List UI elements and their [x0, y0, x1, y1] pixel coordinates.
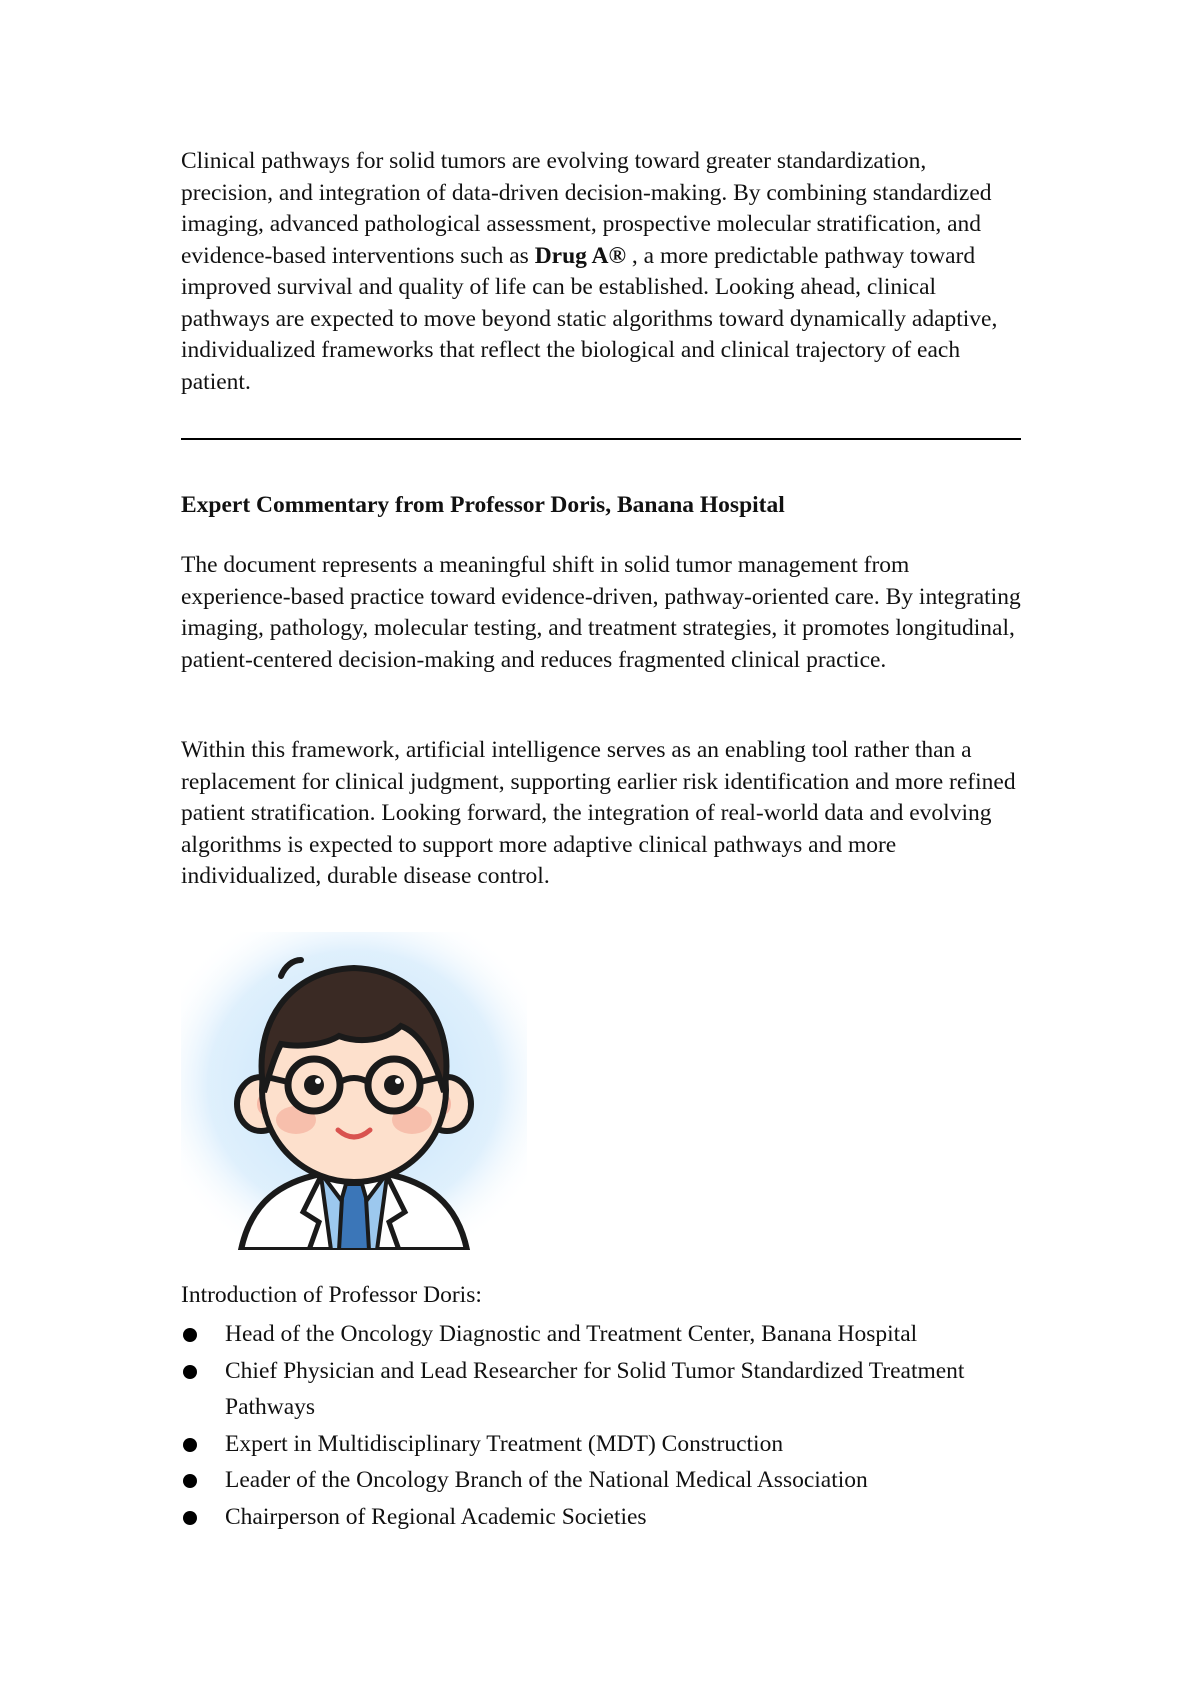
doctor-avatar-icon — [181, 932, 527, 1250]
section-divider — [181, 438, 1021, 440]
bio-list — [181, 1316, 1021, 1535]
bio-item-text: Chief Physician and Lead Researcher for Solid Tumor Standardized Treatment Pathways — [225, 1357, 965, 1420]
bullet-icon — [183, 1365, 197, 1379]
intro-text-after: , a more predictable pathway toward improved survival and quality of life can be established. Looking ahead, clinical pathways are expected to move beyond static algorithms toward dynamically adaptive, individualized frameworks that reflect the biological and clinical trajectory of each patient. — [181, 242, 998, 395]
commentary-paragraph: The document represents a meaningful shift in solid tumor management from experience-based practice toward evidence-driven, pathway-oriented care. By integrating imaging, pathology, molecular testing, and treatment strategies, it promotes longitudinal, patient-centered decision-making and reduces fragmented clinical practice. — [181, 552, 1021, 673]
bullet-icon — [183, 1474, 197, 1488]
bio-item-text: Chairperson of Regional Academic Societies — [225, 1503, 647, 1530]
bio-item-text: Head of the Oncology Diagnostic and Treatment Center, Banana Hospital — [225, 1321, 918, 1347]
bullet-icon — [183, 1511, 197, 1525]
commentary-heading: Expert Commentary from Professor Doris, Banana Hospital — [181, 492, 785, 518]
bio-item-text: Leader of the Oncology Branch of the National Medical Association — [225, 1467, 868, 1493]
list-item — [181, 1462, 1021, 1499]
bio-item-text: Expert in Multidisciplinary Treatment (MDT) Construction — [225, 1430, 784, 1457]
list-item — [181, 1316, 1021, 1353]
list-item — [181, 1426, 1021, 1463]
list-item — [181, 1499, 1021, 1536]
intro-text-before: Clinical pathways for solid tumors are evolving toward greater standardization, precision, and integration of data-driven decision-making. By combining standardized imaging, advanced pathological assessment, prospective molecular stratification, and evidence-based interventions such as — [181, 148, 992, 269]
commentary-paragraph: Within this framework, artificial intelligence serves as an enabling tool rather than a replacement for clinical judgment, supporting earlier risk identification and more refined patient stratification. Looking forward, the integration of real-world data and evolving algorithms is expected to support more adaptive clinical pathways and more individualized, durable disease control. — [181, 737, 1016, 889]
list-item — [181, 1353, 1021, 1426]
bio-title: Introduction of Professor Doris: — [181, 1282, 482, 1308]
bullet-icon — [183, 1328, 197, 1342]
bullet-icon — [183, 1438, 197, 1452]
intro-paragraph — [181, 146, 1021, 398]
drug-name: Drug A® — [534, 242, 627, 269]
